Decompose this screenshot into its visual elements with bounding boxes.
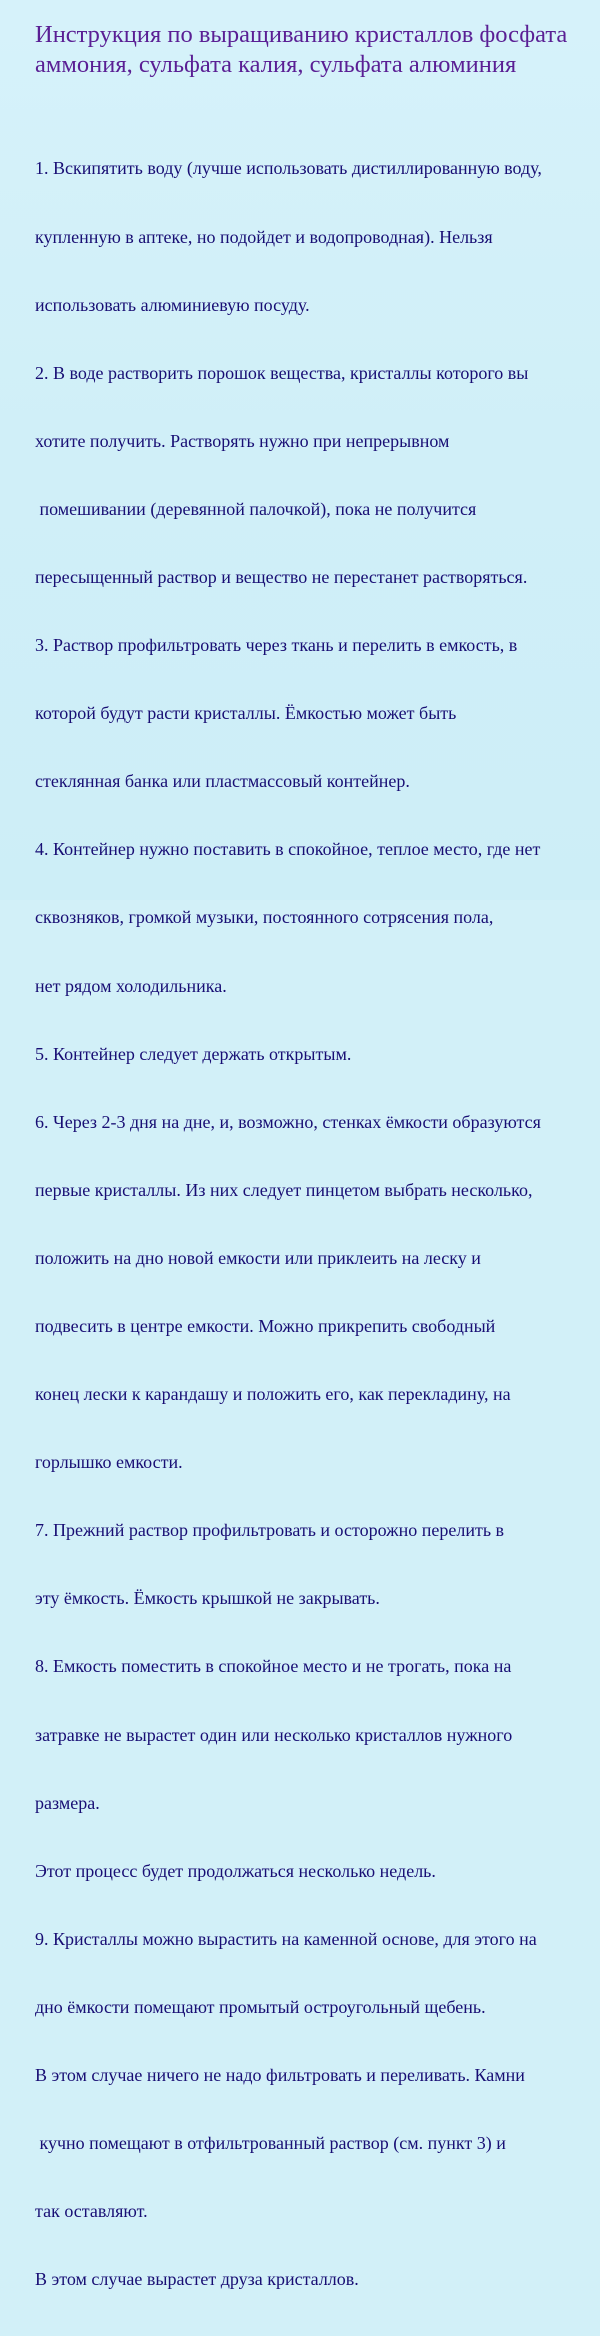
text-line: кучно помещают в отфильтрованный раствор (см. пункт 3) и xyxy=(35,2133,506,2154)
text-line: 4. Контейнер нужно поставить в спокойное, теплое место, где нет xyxy=(35,839,541,860)
title-line-2: аммония, сульфата калия, сульфата алюминия xyxy=(35,51,517,78)
text-line: 5. Контейнер следует держать открытым. xyxy=(35,1043,352,1064)
text-line: положить на дно новой емкости или приклеить на леску и xyxy=(35,1247,481,1268)
text-line: помешивании (деревянной палочкой), пока не получится xyxy=(35,498,477,519)
text-line: горлышко емкости. xyxy=(35,1452,183,1473)
text-line: 1. Вскипятить воду (лучше использовать дистиллированную воду, xyxy=(35,158,542,179)
instructions-text xyxy=(35,112,600,2336)
text-line: 2. В воде растворить порошок вещества, кристаллы которого вы xyxy=(35,362,529,383)
text-line: В этом случае ничего не надо фильтровать и переливать. Камни xyxy=(35,2065,525,2086)
text-line: Этот процесс будет продолжаться несколько недель. xyxy=(35,1860,436,1881)
document-title xyxy=(35,20,595,80)
text-line: размера. xyxy=(35,1792,100,1813)
text-line: 9. Кристаллы можно вырастить на каменной основе, для этого на xyxy=(35,1928,537,1949)
title-line-1: Инструкция по выращиванию кристаллов фосфата xyxy=(35,21,568,48)
text-line: конец лески к карандашу и положить его, как перекладину, на xyxy=(35,1384,511,1405)
text-line: нет рядом холодильника. xyxy=(35,975,227,996)
text-line: 8. Емкость поместить в спокойное место и не трогать, пока на xyxy=(35,1656,512,1677)
text-line: так оставляют. xyxy=(35,2201,148,2222)
text-line: дно ёмкости помещают промытый остроугольный щебень. xyxy=(35,1996,486,2017)
text-line: подвесить в центре емкости. Можно прикрепить свободный xyxy=(35,1316,496,1336)
text-line: купленную в аптеке, но подойдет и водопроводная). Нельзя xyxy=(35,226,493,247)
text-line: сквозняков, громкой музыки, постоянного сотрясения пола, xyxy=(35,907,494,928)
text-line: эту ёмкость. Ёмкость крышкой не закрывать. xyxy=(35,1588,380,1609)
text-line: В этом случае вырастет друза кристаллов. xyxy=(35,2269,359,2290)
text-line: 3. Раствор профильтровать через ткань и перелить в емкость, в xyxy=(35,635,518,656)
text-line: использовать алюминиевую посуду. xyxy=(35,294,310,315)
text-line: хотите получить. Растворять нужно при непрерывном xyxy=(35,430,450,451)
text-line: пересыщенный раствор и вещество не перестанет растворяться. xyxy=(35,566,528,587)
text-line: 7. Прежний раствор профильтровать и осторожно перелить в xyxy=(35,1520,505,1541)
text-line: затравке не вырастет один или несколько кристаллов нужного xyxy=(35,1724,513,1745)
text-line: 6. Через 2-3 дня на дне, и, возможно, стенках ёмкости образуются xyxy=(35,1111,541,1132)
text-line: стеклянная банка или пластмассовый контейнер. xyxy=(35,771,410,792)
text-line: которой будут расти кристаллы. Ёмкостью может быть xyxy=(35,703,457,724)
text-line: первые кристаллы. Из них следует пинцетом выбрать несколько, xyxy=(35,1179,533,1200)
